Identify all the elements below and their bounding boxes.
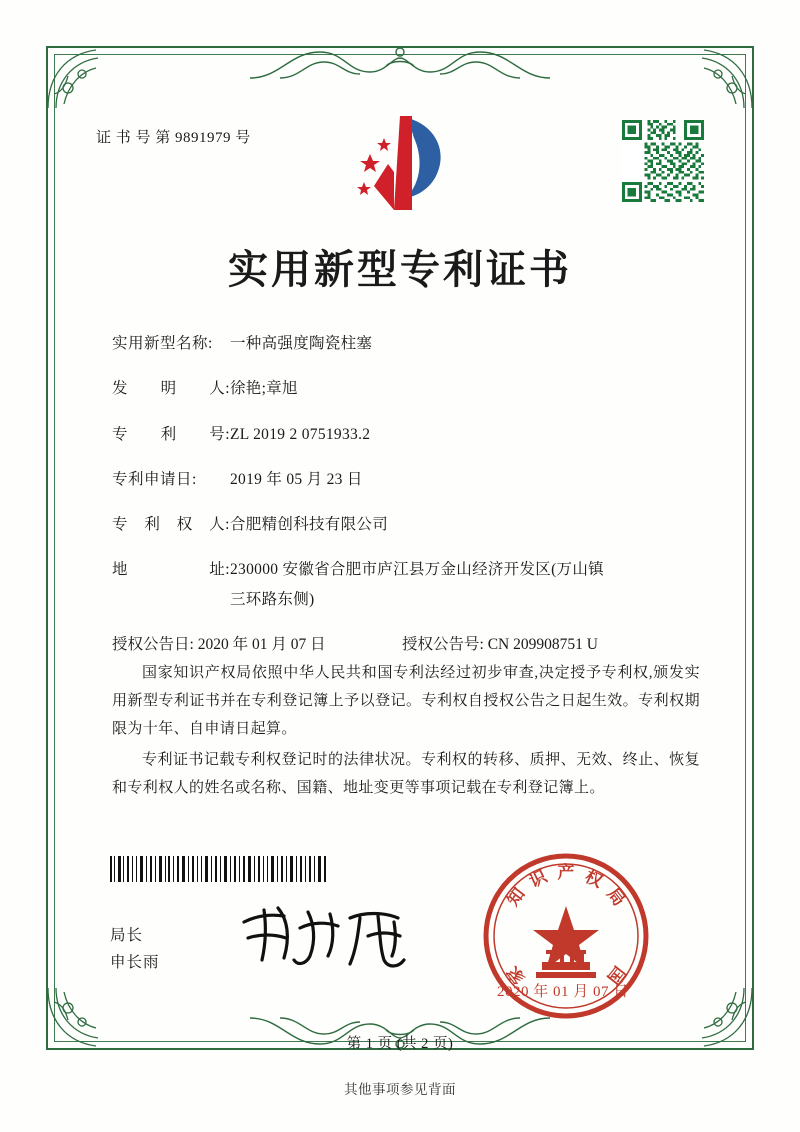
svg-text:国: 国 bbox=[602, 961, 629, 988]
label-char: 地 bbox=[112, 561, 129, 579]
label-char: 利 bbox=[144, 516, 161, 533]
field-inventor bbox=[112, 377, 700, 400]
field-list bbox=[112, 332, 700, 666]
field-label bbox=[112, 423, 230, 446]
label-char: 人: bbox=[209, 516, 230, 533]
field-value: 徐艳;章旭 bbox=[230, 380, 298, 398]
field-value: 2019 年 05 月 23 日 bbox=[230, 470, 363, 488]
field-utility-model-name bbox=[112, 332, 700, 355]
cnipa-logo-icon bbox=[350, 112, 460, 216]
body-paragraph-1: 国家知识产权局依照中华人民共和国专利法经过初步审查,决定授予专利权,颁发实用新型专利证书并在专利登记簿上予以登记。专利权自授权公告之日起生效。专利权期限为十年、自申请日起算。 bbox=[112, 665, 700, 737]
director-title-label: 局长 bbox=[110, 927, 144, 944]
field-label bbox=[112, 558, 230, 581]
label-char: 专 bbox=[112, 516, 129, 533]
svg-text:权: 权 bbox=[581, 866, 606, 893]
field-label: 专利申请日: bbox=[112, 470, 197, 488]
label-char: 址: bbox=[209, 561, 230, 579]
label-char: 明 bbox=[160, 380, 177, 398]
field-patentee bbox=[112, 513, 700, 536]
body-paragraph-2: 专利证书记载专利权登记时的法律状况。专利权的转移、质押、无效、终止、恢复和专利权人的姓名或名称、国籍、地址变更等事项记载在专利登记簿上。 bbox=[112, 752, 700, 796]
corner-ornament-top-right bbox=[690, 46, 754, 110]
field-value: ZL 2019 2 0751933.2 bbox=[230, 425, 371, 443]
qr-code-icon bbox=[622, 120, 704, 202]
field-value: 一种高强度陶瓷柱塞 bbox=[230, 335, 373, 352]
certificate-number: 证 书 号 第 9891979 号 bbox=[96, 130, 251, 146]
field-address bbox=[112, 558, 700, 611]
field-value bbox=[230, 558, 700, 611]
svg-text:局: 局 bbox=[602, 884, 629, 911]
label-char: 专 bbox=[112, 425, 129, 443]
barcode bbox=[110, 856, 326, 882]
field-label: 授权公告号: bbox=[402, 635, 484, 653]
field-label bbox=[112, 377, 230, 400]
body-text bbox=[112, 660, 700, 807]
field-grant-info bbox=[112, 633, 700, 656]
handwritten-signature-icon bbox=[238, 898, 428, 974]
label-char: 人: bbox=[209, 380, 230, 398]
page-indicator: 第 1 页 (共 2 页) bbox=[346, 1036, 454, 1052]
corner-ornament-top-left bbox=[46, 46, 110, 110]
field-grant-number bbox=[402, 633, 598, 656]
page-title: 实用新型专利证书 bbox=[228, 247, 572, 293]
svg-text:产: 产 bbox=[557, 863, 575, 883]
footer-note: 其他事项参见背面 bbox=[344, 1082, 456, 1097]
label-char: 号: bbox=[209, 425, 230, 443]
field-label: 授权公告日: bbox=[112, 635, 194, 653]
address-line-1: 230000 安徽省合肥市庐江县万金山经济开发区(万山镇 bbox=[230, 561, 604, 579]
svg-text:家: 家 bbox=[503, 961, 530, 988]
field-value: 合肥精创科技有限公司 bbox=[230, 516, 389, 533]
seal-date: 2020 年 01 月 07 日 bbox=[497, 984, 629, 1000]
top-flourish-ornament bbox=[240, 38, 560, 84]
field-label: 实用新型名称: bbox=[112, 335, 213, 352]
director-name-label: 申长雨 bbox=[110, 954, 160, 972]
svg-text:识: 识 bbox=[526, 866, 551, 893]
field-application-date bbox=[112, 468, 700, 491]
field-value: CN 209908751 U bbox=[487, 635, 598, 653]
label-char: 利 bbox=[160, 425, 177, 443]
field-value: 2020 年 01 月 07 日 bbox=[197, 635, 326, 653]
svg-text:知: 知 bbox=[503, 884, 530, 911]
field-grant-date bbox=[112, 633, 402, 656]
field-label bbox=[112, 513, 230, 536]
label-char: 权 bbox=[176, 516, 193, 533]
field-patent-number bbox=[112, 423, 700, 446]
signature-block bbox=[110, 922, 160, 976]
label-char: 发 bbox=[112, 380, 129, 398]
address-line-2: 三环路东侧) bbox=[230, 590, 315, 608]
